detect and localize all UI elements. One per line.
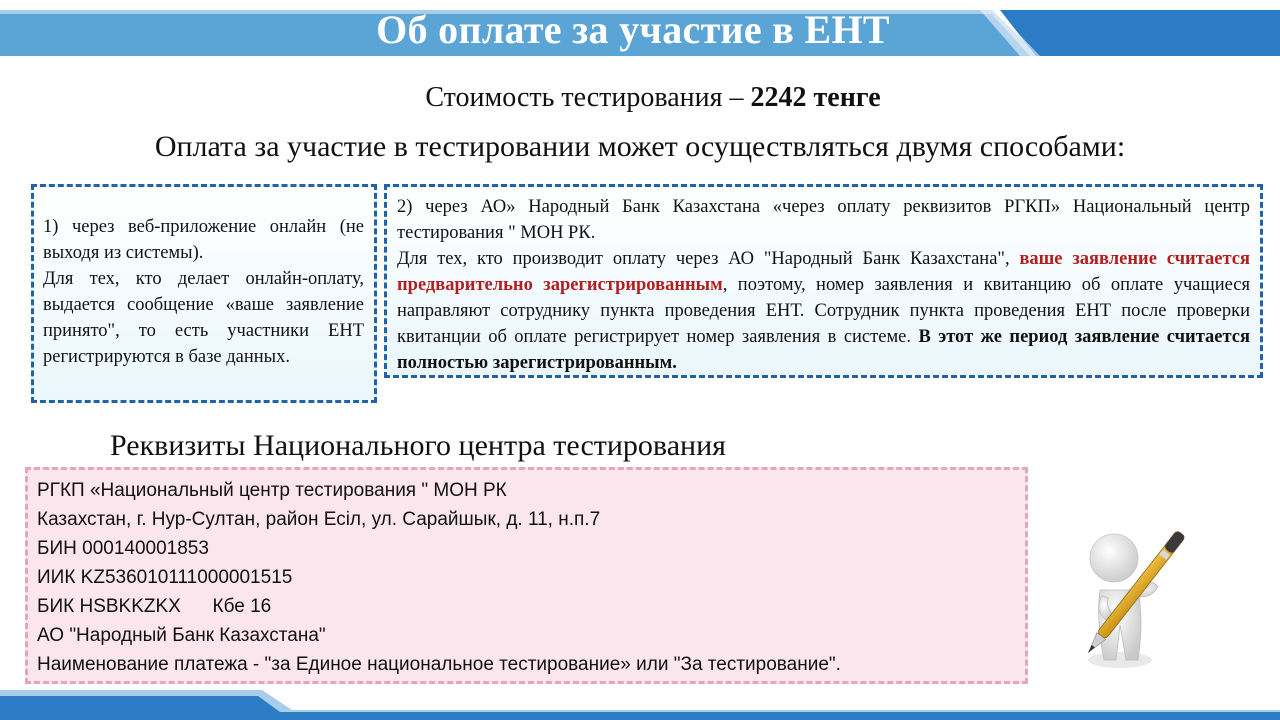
method-bank-box (384, 184, 1263, 378)
cost-label: Стоимость тестирования – (425, 82, 751, 113)
requisites-box (25, 467, 1028, 684)
method-online-title: 1) через веб-приложение онлайн (не выходя из системы). (43, 217, 364, 263)
methods-heading: Оплата за участие в тестировании может осуществляться двумя способами: (154, 130, 1126, 163)
page-title: Об оплате за участие в ЕНТ (376, 7, 890, 52)
requisites-line: АО "Народный Банк Казахстана" (37, 625, 326, 646)
method-bank-highlight: ваше заявление считается предварительно зарегистрированным (397, 249, 1250, 295)
requisites-line: РГКП «Национальный центр тестирования " МОН РК (37, 480, 507, 501)
requisites-line: Наименование платежа - "за Единое национальное тестирование» или "За тестирование". (37, 654, 841, 675)
method-bank-final: В этот же период заявление считается полностью зарегистрированным. (397, 327, 1250, 373)
cost-value: 2242 тенге (750, 82, 881, 113)
method-online-box (31, 184, 377, 403)
figure-with-pen-illustration (1060, 510, 1190, 680)
requisites-line: Казахстан, г. Нур-Султан, район Есіл, ул. Сарайшык, д. 11, н.п.7 (37, 509, 601, 530)
footer-bar (0, 690, 1280, 720)
requisites-line: БИН 000140001853 (37, 538, 209, 559)
method-bank-text (397, 246, 1250, 376)
cost-line (0, 80, 1280, 116)
method-bank-intro: Для тех, кто производит оплату через АО "Народный Банк Казахстана", (397, 249, 1020, 269)
method-bank-rest: , поэтому, номер заявления и квитанцию об оплате учащиеся направляют сотруднику пункта проведения ЕНТ. Сотрудник пункта проведения ЕНТ после проверки квитанции об оплате регистрирует номер заявления в системе. (397, 275, 1251, 347)
method-bank-title: 2) через АО» Народный Банк Казахстана «через оплату реквизитов РГКП» Национальный центр тестирования " МОН РК. (397, 197, 1250, 243)
header-banner (0, 0, 1280, 58)
requisites-line: БИК HSBKKZKX Кбе 16 (37, 596, 272, 617)
requisites-title: Реквизиты Национального центра тестирования (110, 429, 726, 462)
method-online-text: Для тех, кто делает онлайн-оплату, выдается сообщение «ваше заявление принято", то есть участники ЕНТ регистрируются в базе данных. (43, 269, 364, 367)
requisites-line: ИИК KZ536010111000001515 (37, 567, 293, 588)
